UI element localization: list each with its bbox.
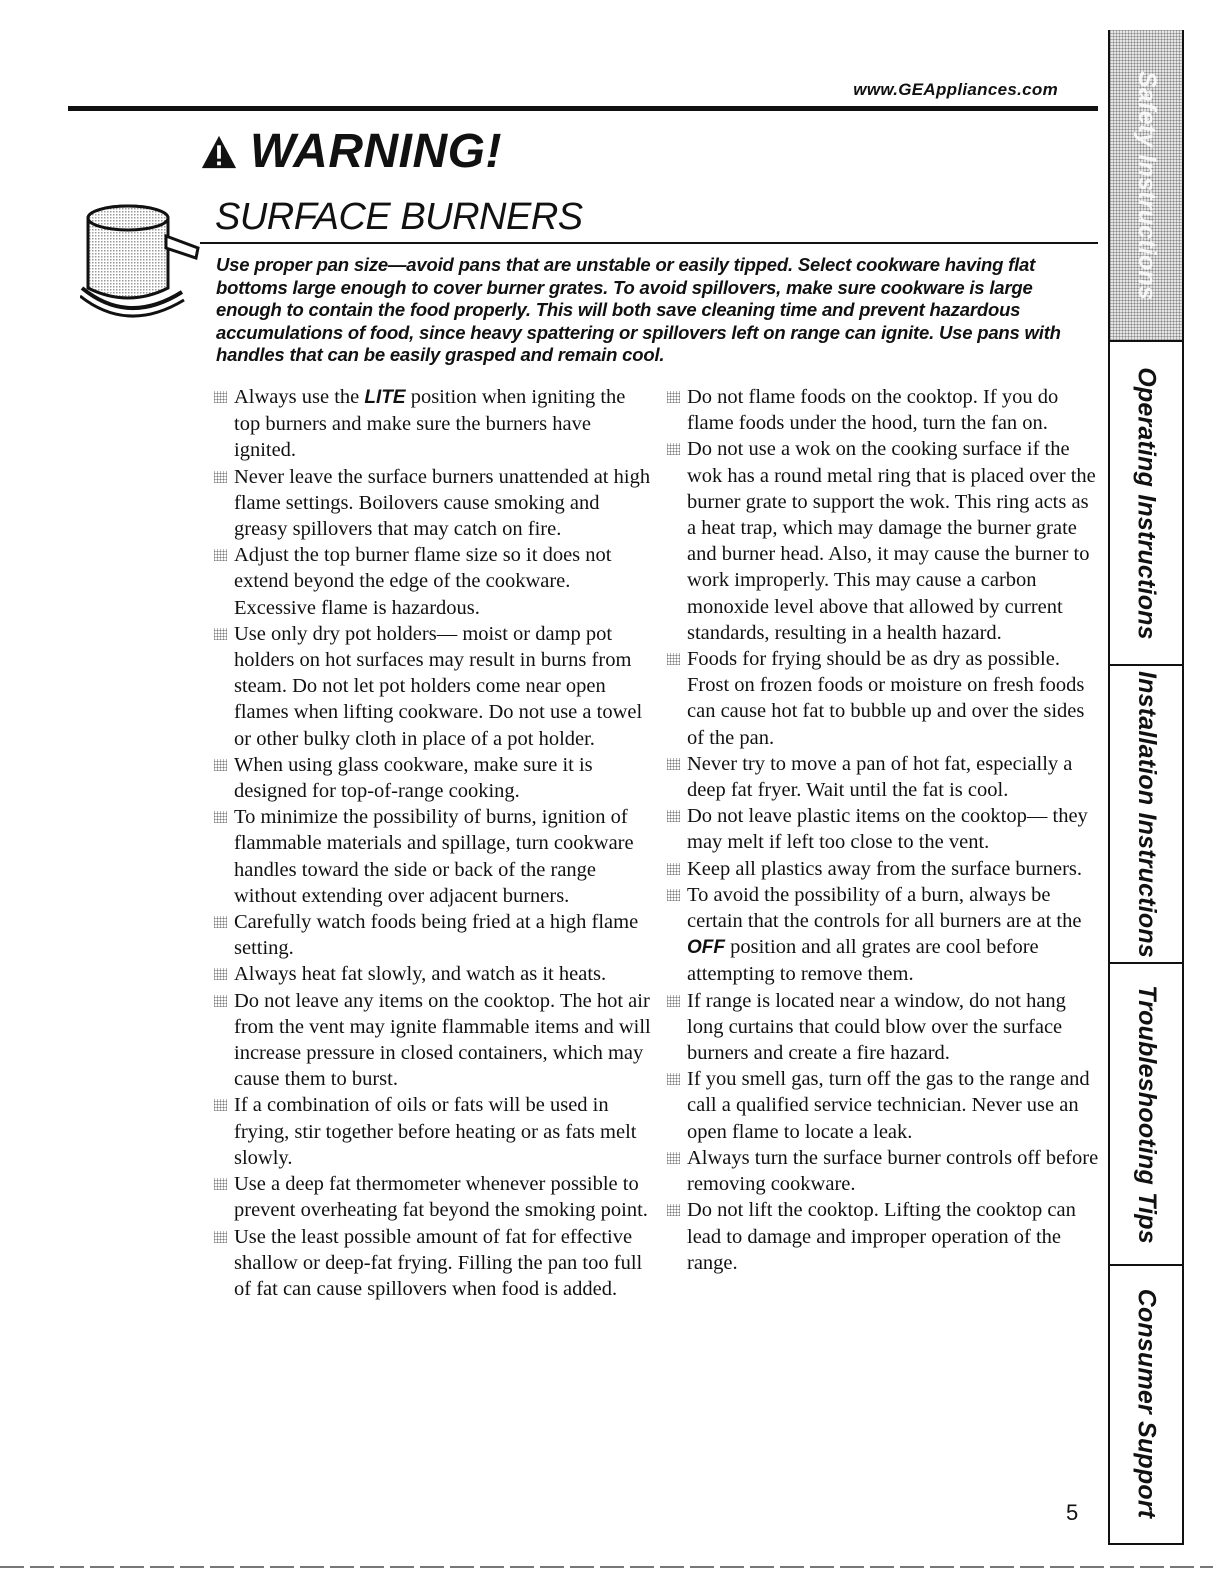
item-text: Always turn the surface burner controls off before removing cookware. [687, 1146, 1099, 1196]
item-text: Always heat fat slowly, and watch as it heats. [234, 963, 607, 986]
bullet-icon [214, 549, 227, 561]
item-text: Carefully watch foods being fried at a high flame setting. [234, 911, 639, 960]
list-item [214, 464, 654, 543]
item-text: Never try to move a pan of hot fat, especially a deep fat fryer. Wait until the fat is cool. [687, 752, 1073, 802]
tab-label: Safety Instructions [1132, 70, 1161, 300]
item-text: Do not leave any items on the cooktop. The hot air from the vent may ignite flammable items and will increase pressure in closed containers, which may cause them to burst. [234, 989, 651, 1091]
bullet-icon [667, 1152, 680, 1164]
tab-label: Installation Instructions [1132, 670, 1161, 958]
item-text: position and all grates are cool before attempting to remove them. [687, 936, 1039, 986]
tab-label: Troubleshooting Tips [1132, 984, 1161, 1244]
list-item [214, 909, 654, 961]
tab-label: Operating Instructions [1132, 366, 1161, 640]
list-item [667, 646, 1099, 751]
item-text: position when igniting the top burners and make sure the burners have ignited. [234, 386, 626, 462]
item-text: When using glass cookware, make sure it is designed for top-of-range cooking. [234, 753, 593, 803]
right-column [667, 384, 1099, 1276]
item-text: Do not use a wok on the cooking surface if the wok has a round metal ring that is placed over the burner grate to support the wok. This ring acts as a heat trap, which may damage the burner grate and burner head. Also, it may cause the burner to work improperly. This may cause a carbon monoxide level above that allowed by current standards, resulting in a health hazard. [687, 438, 1096, 644]
list-item [667, 803, 1099, 855]
item-emphasis: OFF [687, 937, 725, 959]
intro-paragraph: Use proper pan size—avoid pans that are unstable or easily tipped. Select cookware having flat bottoms large enough to cover burner grates. To avoid spillovers, make sure cookware is large enough to contain the food properly. This will both save cleaning time and prevent hazardous accumulations of food, since heavy spattering or spillovers left on range can ignite. Use pans with handles that can be easily grasped and remain cool. [216, 254, 1061, 365]
list-item [667, 988, 1099, 1067]
bullet-icon [214, 759, 227, 771]
item-emphasis: LITE [364, 387, 406, 408]
bullet-icon [214, 1099, 227, 1111]
bullet-icon [214, 916, 227, 928]
warning-heading [200, 124, 502, 179]
bullet-icon [214, 1178, 227, 1190]
bullet-icon [214, 968, 227, 980]
item-text: To avoid the possibility of a burn, always be certain that the controls for all burners are at the [687, 883, 1082, 933]
top-rule [68, 106, 1098, 111]
list-item [214, 621, 654, 752]
tab-label: Consumer Support [1132, 1288, 1161, 1519]
tab-troubleshooting-tips[interactable] [1110, 964, 1182, 1264]
list-item [667, 436, 1099, 646]
warning-title: WARNING! [250, 125, 502, 178]
list-item [214, 1171, 654, 1223]
list-item [214, 988, 654, 1093]
list-item [214, 542, 654, 621]
bullet-icon [667, 758, 680, 770]
item-text: Do not leave plastic items on the cooktop— they may melt if left too close to the vent. [687, 805, 1088, 854]
item-text: Never leave the surface burners unattended at high flame settings. Boilovers cause smoking and greasy spillovers that may catch on fire. [234, 465, 651, 541]
bullet-icon [667, 1204, 680, 1216]
tab-operating-instructions[interactable] [1110, 342, 1182, 664]
tab-safety-instructions[interactable] [1110, 30, 1182, 342]
item-text: Always use the [234, 386, 365, 408]
section-title: SURFACE BURNERS [215, 196, 583, 238]
bullet-icon [667, 810, 680, 822]
bullet-icon [214, 995, 227, 1007]
list-item [667, 1197, 1099, 1276]
item-text: If range is located near a window, do not hang long curtains that could blow over the surface burners and create a fire hazard. [687, 989, 1066, 1065]
bullet-icon [214, 391, 227, 403]
bullet-icon [214, 471, 227, 483]
warning-triangle-icon [200, 133, 238, 171]
bullet-icon [667, 863, 680, 875]
bullet-icon [214, 1231, 227, 1243]
list-item [667, 1066, 1099, 1145]
bullet-icon [667, 1073, 680, 1085]
cooking-pot-icon [80, 196, 202, 324]
item-text: Use the least possible amount of fat for effective shallow or deep-fat frying. Filling the pan too full of fat can cause spillovers when food is added. [234, 1225, 643, 1300]
tab-installation-instructions[interactable] [1110, 666, 1182, 962]
list-item [667, 882, 1099, 988]
item-text: Do not lift the cooktop. Lifting the cooktop can lead to damage and improper operation of the range. [687, 1199, 1076, 1274]
item-text: Foods for frying should be as dry as possible. Frost on frozen foods or moisture on fresh foods can cause hot fat to bubble up and over the sides of the pan. [687, 648, 1085, 749]
list-item [214, 384, 654, 464]
bullet-icon [667, 653, 680, 665]
bullet-icon [214, 811, 227, 823]
item-text: Do not flame foods on the cooktop. If you do flame foods under the hood, turn the fan on. [687, 386, 1059, 435]
list-item [214, 804, 654, 909]
bullet-icon [214, 628, 227, 640]
bullet-icon [667, 889, 680, 901]
bullet-icon [667, 443, 680, 455]
list-item [214, 1092, 654, 1171]
list-item [214, 961, 654, 987]
item-text: Keep all plastics away from the surface burners. [687, 857, 1083, 880]
list-item [667, 751, 1099, 803]
item-text: If you smell gas, turn off the gas to the range and call a qualified service technician. Never use an open flame to locate a leak. [687, 1068, 1090, 1143]
bullet-icon [667, 391, 680, 403]
bottom-dashed-rule [0, 1566, 1213, 1568]
section-rule [200, 242, 1098, 244]
page-number: 5 [1066, 1500, 1079, 1525]
item-text: To minimize the possibility of burns, ignition of flammable materials and spillage, turn cookware handles toward the side or back of the range without extending over adjacent burners. [234, 806, 634, 907]
tab-consumer-support[interactable] [1110, 1266, 1182, 1541]
item-text: Adjust the top burner flame size so it does not extend beyond the edge of the cookware. Excessive flame is hazardous. [234, 544, 612, 619]
bullet-icon [667, 995, 680, 1007]
list-item [667, 1145, 1099, 1197]
list-item [667, 856, 1099, 882]
left-column [214, 384, 654, 1302]
list-item [214, 752, 654, 804]
item-text: Use a deep fat thermometer whenever possible to prevent overheating fat beyond the smoking point. [234, 1173, 648, 1222]
item-text: If a combination of oils or fats will be used in frying, stir together before heating or as fats melt slowly. [234, 1094, 637, 1169]
section-sidebar [1108, 30, 1184, 1545]
list-item [667, 384, 1099, 436]
item-text: Use only dry pot holders— moist or damp pot holders on hot surfaces may result in burns from steam. Do not let pot holders come near open flames when lifting cookware. Do not use a towel or other bulky cloth in place of a pot holder. [234, 622, 643, 750]
list-item [214, 1224, 654, 1303]
site-url[interactable]: www.GEAppliances.com [853, 80, 1058, 99]
